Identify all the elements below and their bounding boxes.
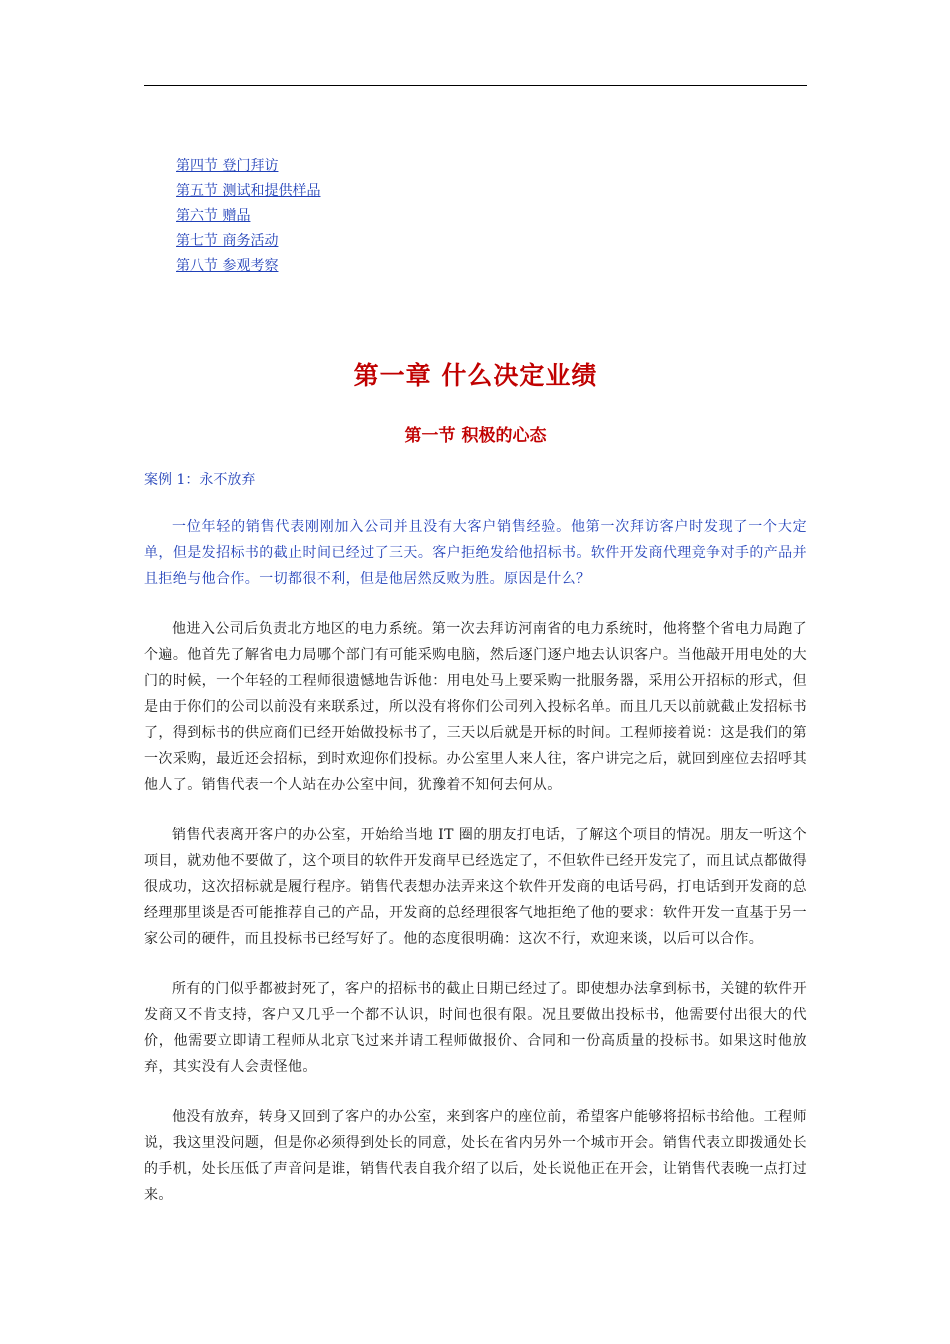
toc-item bbox=[176, 152, 320, 177]
toc-item bbox=[176, 202, 320, 227]
toc-link-section-8[interactable]: 第八节 参观考察 bbox=[176, 258, 279, 274]
paragraph: 他没有放弃，转身又回到了客户的办公室，来到客户的座位前，希望客户能够将招标书给他。工程师说，我这里没问题，但是你必须得到处长的同意，处长在省内另外一个城市开会。销售代表立即拨通处长的手机，处长压低了声音问是谁，销售代表自我介绍了以后，处长说他正在开会，让销售代表晚一点打过来。 bbox=[144, 1109, 807, 1203]
toc-link-section-7[interactable]: 第七节 商务活动 bbox=[176, 233, 279, 249]
toc-link-section-6[interactable]: 第六节 赠品 bbox=[176, 208, 251, 224]
toc-item bbox=[176, 177, 320, 202]
chapter-title: 第一章 什么决定业绩 bbox=[353, 361, 598, 390]
paragraph-intro: 一位年轻的销售代表刚刚加入公司并且没有大客户销售经验。他第一次拜访客户时发现了一个大定单，但是发招标书的截止时间已经过了三天。客户拒绝发给他招标书。软件开发商代理竞争对手的产品并且拒绝与他合作。一切都很不利，但是他居然反败为胜。原因是什么？ bbox=[144, 519, 807, 587]
toc-link-section-4[interactable]: 第四节 登门拜访 bbox=[176, 158, 279, 174]
paragraph: 销售代表离开客户的办公室，开始给当地 IT 圈的朋友打电话，了解这个项目的情况。朋友一听这个项目，就劝他不要做了，这个项目的软件开发商早已经选定了，不但软件已经开发完了，而且试点都做得很成功，这次招标就是履行程序。销售代表想办法弄来这个软件开发商的电话号码，打电话到开发商的总经理那里谈是否可能推荐自己的产品，开发商的总经理很客气地拒绝了他的要求：软件开发一直基于另一家公司的硬件，而且投标书已经写好了。他的态度很明确：这次不行，欢迎来谈，以后可以合作。 bbox=[144, 827, 807, 947]
paragraph: 所有的门似乎都被封死了，客户的招标书的截止日期已经过了。即使想办法拿到标书，关键的软件开发商又不肯支持，客户又几乎一个都不认识，时间也很有限。况且要做出投标书，他需要付出很大的代价，他需要立即请工程师从北京飞过来并请工程师做报价、合同和一份高质量的投标书。如果这时他放弃，其实没有人会责怪他。 bbox=[144, 981, 807, 1075]
body-text bbox=[144, 514, 807, 1232]
toc-item bbox=[176, 227, 320, 252]
toc-link-section-5[interactable]: 第五节 测试和提供样品 bbox=[176, 183, 321, 199]
section-title: 第一节 积极的心态 bbox=[404, 426, 547, 446]
case-label: 案例 1：永不放弃 bbox=[144, 472, 256, 488]
paragraph: 他进入公司后负责北方地区的电力系统。第一次去拜访河南省的电力系统时，他将整个省电力局跑了个遍。他首先了解省电力局哪个部门有可能采购电脑，然后逐门逐户地去认识客户。当他敲开用电处的大门的时候，一个年轻的工程师很遗憾地告诉他：用电处马上要采购一批服务器，采用公开招标的形式，但是由于你们的公司以前没有来联系过，所以没有将你们公司列入投标名单。而且几天以前就截止发招标书了，得到标书的供应商们已经开始做投标书了，三天以后就是开标的时间。工程师接着说：这是我们的第一次采购，最近还会招标，到时欢迎你们投标。办公室里人来人往，客户讲完之后，就回到座位去招呼其他人了。销售代表一个人站在办公室中间，犹豫着不知何去何从。 bbox=[144, 621, 807, 793]
table-of-contents bbox=[176, 152, 320, 277]
header-rule bbox=[144, 85, 807, 86]
toc-item bbox=[176, 252, 320, 277]
